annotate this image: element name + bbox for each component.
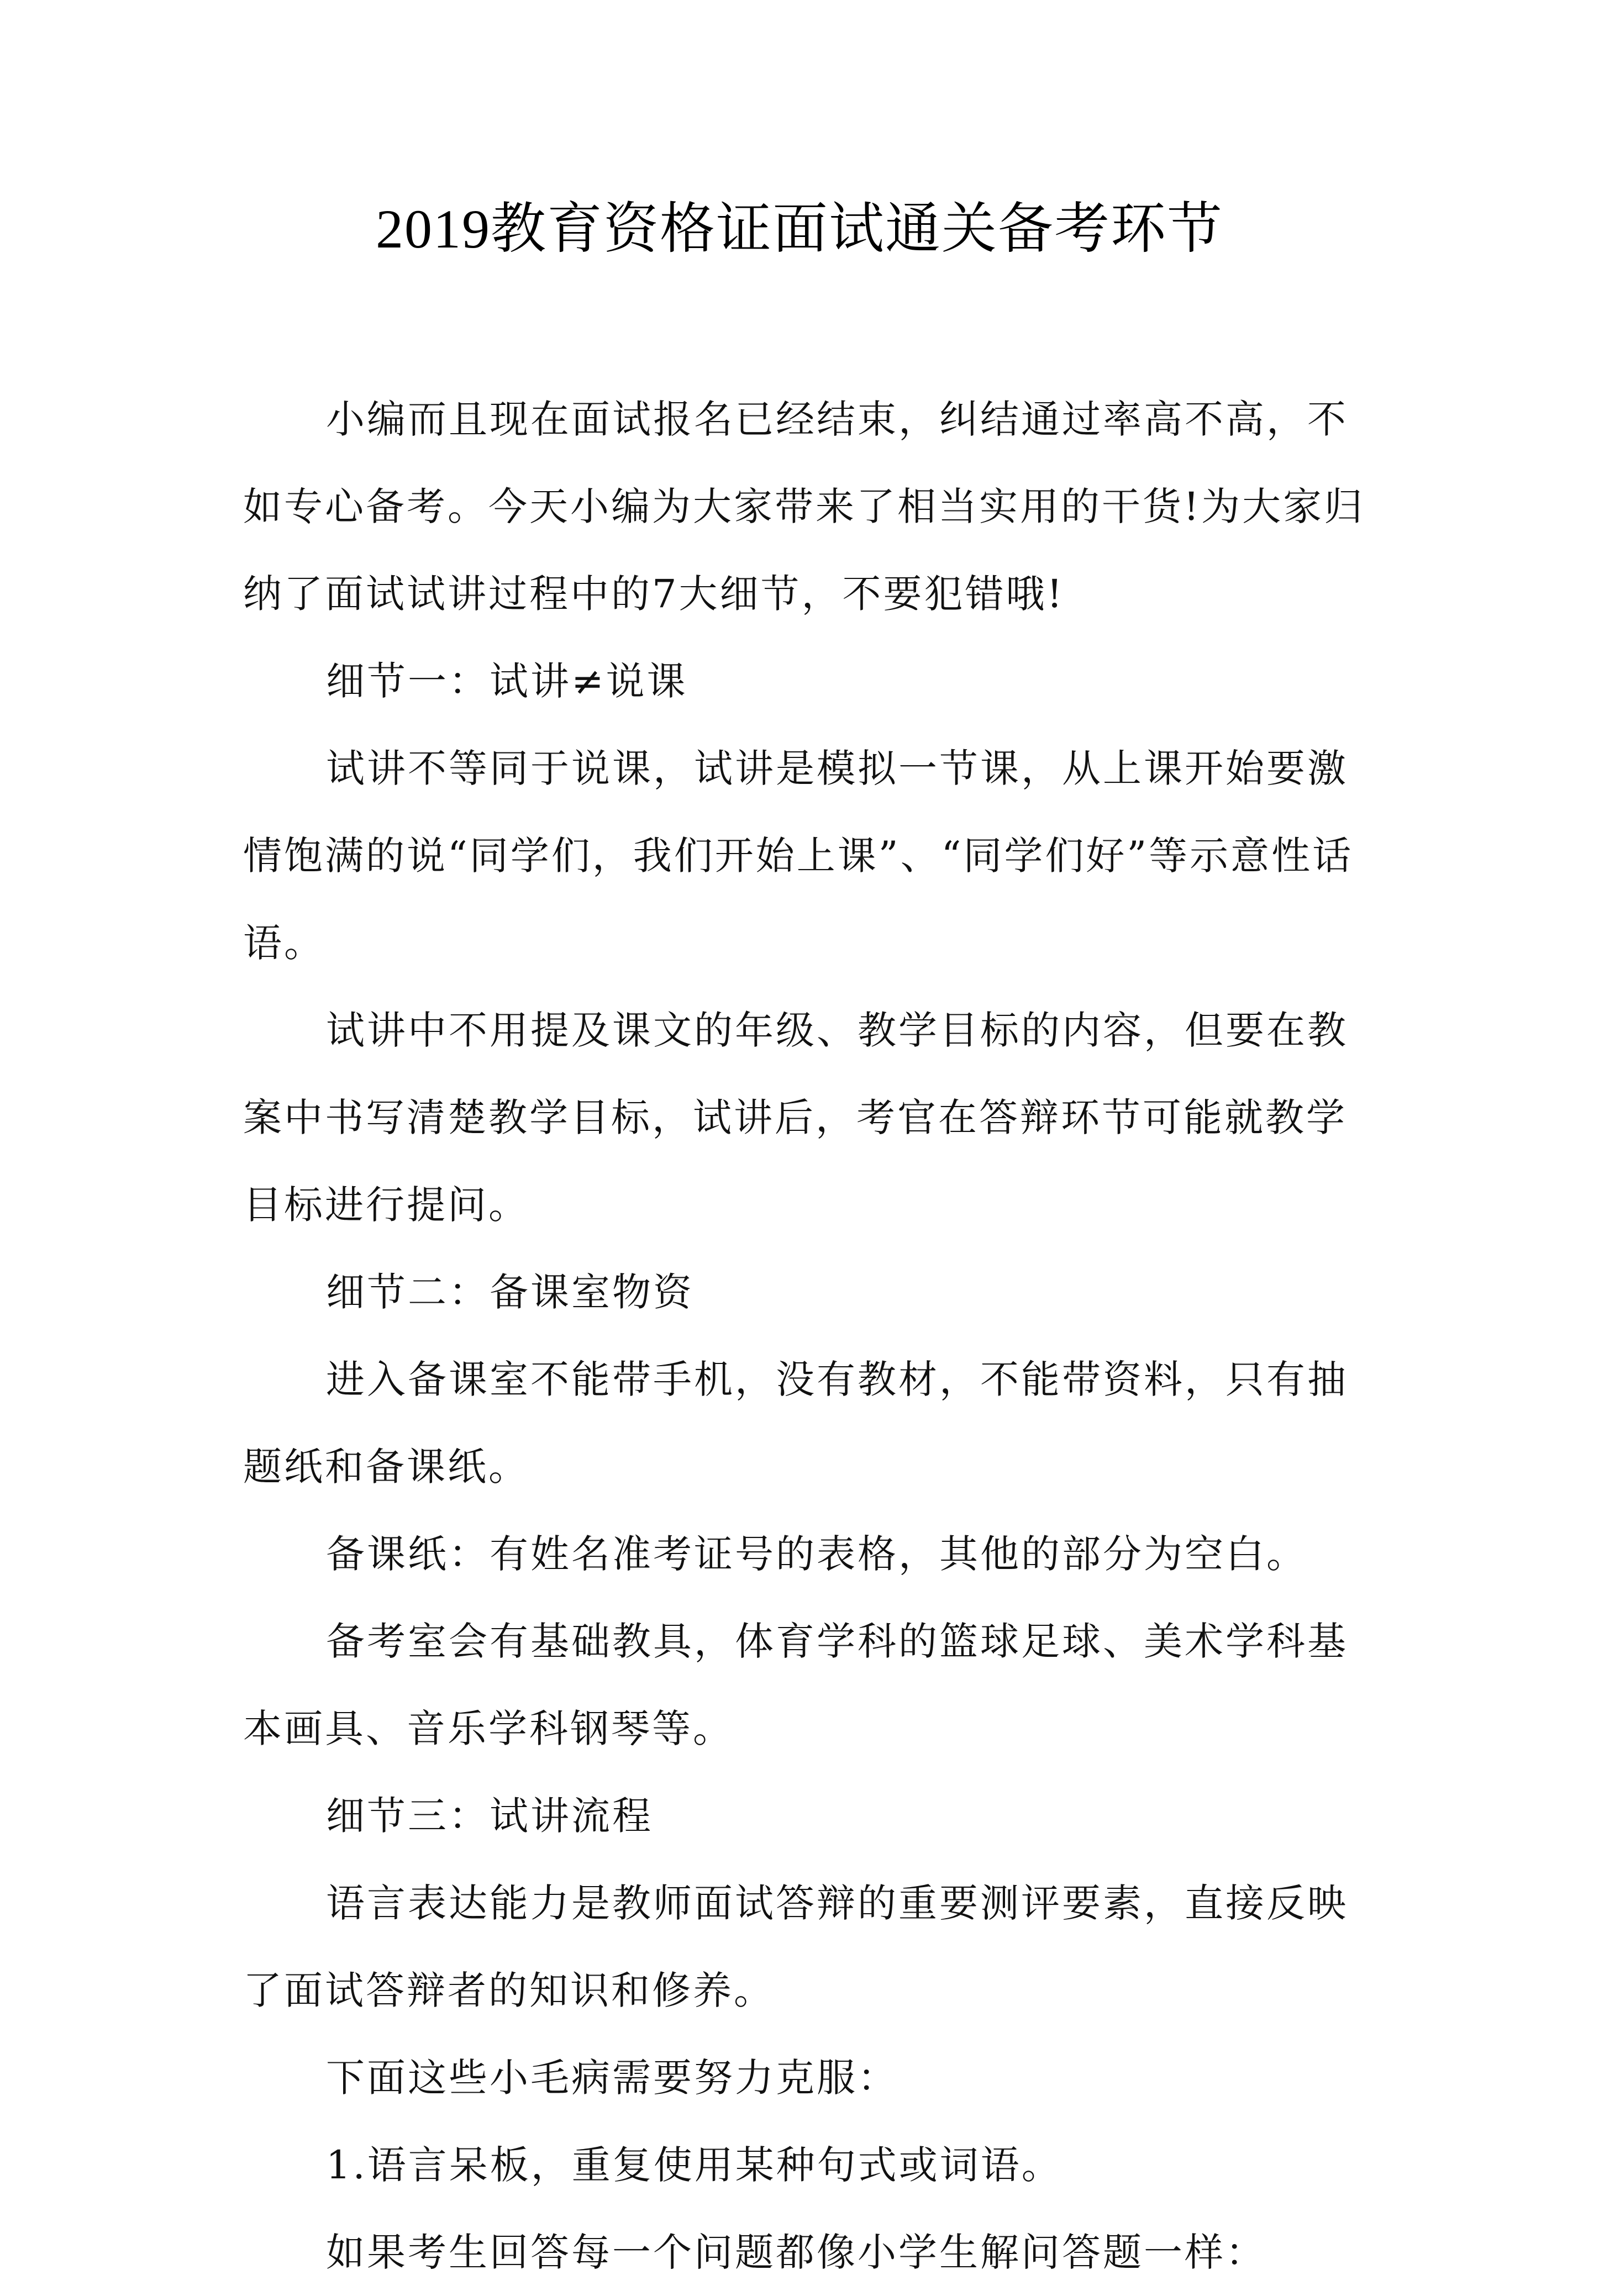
paragraph-intro: 小编而且现在面试报名已经结束，纠结通过率高不高，不如专心备考。今天小编为大家带来了相当实用的干货!为大家归纳了面试试讲过程中的7大细节，不要犯错哦! (243, 397, 1365, 617)
list-item: 1.语言呆板，重复使用某种句式或词语。 (326, 2142, 1063, 2188)
section-heading-detail-1: 细节一：试讲≠说课 (326, 659, 688, 704)
section-heading-detail-3: 细节三：试讲流程 (326, 1793, 653, 1839)
paragraph: 进入备课室不能带手机，没有教材，不能带资料，只有抽题纸和备课纸。 (243, 1357, 1348, 1489)
paragraph: 备课纸：有姓名准考证号的表格，其他的部分为空白。 (326, 1531, 1307, 1577)
paragraph: 试讲不等同于说课，试讲是模拟一节课，从上课开始要激情饱满的说“同学们，我们开始上课”、“同学们好”等示意性话语。 (243, 746, 1354, 966)
paragraph: 备考室会有基础教具，体育学科的篮球足球、美术学科基本画具、音乐学科钢琴等。 (243, 1619, 1348, 1751)
document-body (243, 376, 1381, 2296)
paragraph: 如果考生回答每一个问题都像小学生解问答题一样： (326, 2230, 1266, 2275)
paragraph: 下面这些小毛病需要努力克服： (326, 2055, 898, 2100)
paragraph: 试讲中不用提及课文的年级、教学目标的内容，但要在教案中书写清楚教学目标，试讲后，考官在答辩环节可能就教学目标进行提问。 (243, 1008, 1348, 1228)
paragraph: 语言表达能力是教师面试答辩的重要测评要素，直接反映了面试答辩者的知识和修养。 (243, 1881, 1348, 2013)
page-title: 2019教育资格证面试通关备考环节 (376, 198, 1223, 260)
section-heading-detail-2: 细节二：备课室物资 (326, 1270, 694, 1315)
